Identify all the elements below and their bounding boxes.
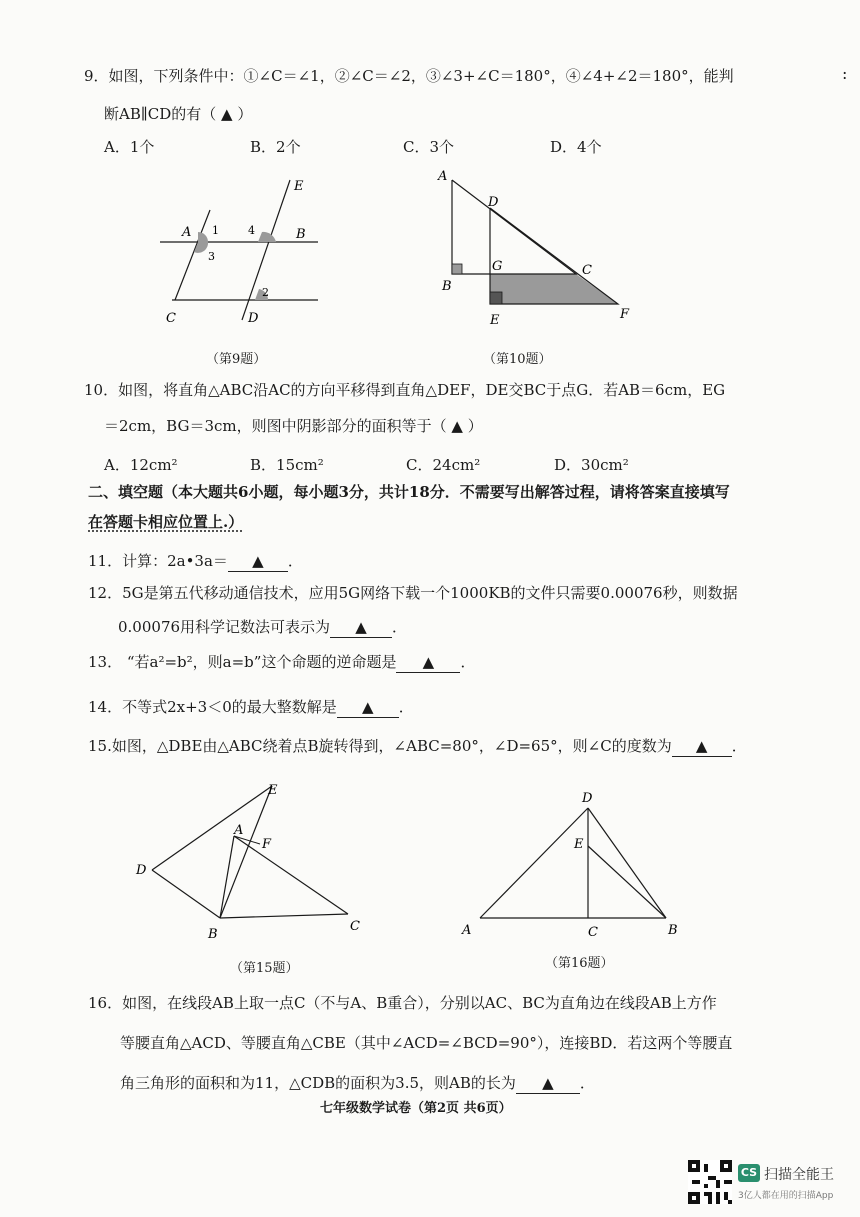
q10-line1: 10．如图，将直角△ABC沿AC的方向平移得到直角△DEF，DE交BC于点G．若AB＝6cm，EG [84,381,726,399]
q15 [88,736,747,757]
q15-label-d: D [136,863,147,878]
q15-text: 15.如图，△DBE由△ABC绕着点B旋转得到，∠ABC=80°，∠D=65°，则∠C的度数为 [88,737,672,755]
q10-label-b: B [442,279,452,294]
q10-option-d: D．30cm² [554,456,629,474]
q10-option-c: C．24cm² [406,456,481,474]
q10-label-c: C [582,263,592,278]
q9-option-d: D．4个 [550,138,602,156]
q9-label-4: 4 [248,224,255,237]
q15-label-e: E [268,783,278,798]
q14-end: ． [398,698,414,716]
q16-text: 角三角形的面积和为11，△CDB的面积为3.5，则AB的长为 [120,1074,516,1092]
q12-line2 [118,617,407,638]
q15-answer-blank: ▲ [672,736,732,757]
q12-line1: 12．5G是第五代移动通信技术，应用5G网络下载一个1000KB的文件只需要0.00076秒，则数据 [88,584,738,602]
q13-end: ． [460,653,476,671]
q15-end: ． [731,737,747,755]
q9-caption: （第9题） [206,352,267,367]
q15-label-a: A [234,823,244,838]
scanner-tagline: 3亿人都在用的扫描App [738,1191,834,1201]
q9-line1: 9．如图，下列条件中：①∠C＝∠1，②∠C＝∠2，③∠3+∠C＝180°，④∠4+∠2＝180°，能判 [84,67,734,85]
scanner-name: 扫描全能王 [764,1167,834,1183]
q10-option-b: B．15cm² [250,456,324,474]
page-footer: 七年级数学试卷（第2页 共6页） [320,1101,512,1116]
q9-label-e: E [294,179,304,194]
q13-answer-blank: ▲ [396,652,460,673]
q15-label-f: F [262,837,272,852]
q9-figure [150,170,340,330]
q9-label-1: 1 [212,224,219,237]
q16-answer-blank: ▲ [516,1073,580,1094]
q14-text: 14．不等式2x+3＜0的最大整数解是 [88,698,337,716]
q15-label-b: B [208,927,218,942]
q15-label-c: C [350,919,360,934]
q9-label-c: C [166,311,176,326]
angle-4-mark [258,232,276,242]
q11 [88,551,303,572]
scanner-logo: CS [738,1164,760,1182]
q9-label-d: D [248,311,259,326]
section-2-title: 二、填空题（本大题共6小题，每小题3分，共计18分．不需要写出解答过程，请将答案直接填写 [88,483,730,501]
q10-label-f: F [620,307,630,322]
q16-label-b: B [668,923,678,938]
q11-text: 11．计算：2a•3a＝ [88,552,228,570]
q9-label-a: A [182,225,192,240]
q16-line3 [120,1073,595,1094]
q16-caption: （第16题） [545,956,614,971]
q15-caption: （第15题） [230,961,299,976]
q9-label-b: B [296,227,306,242]
q16-label-d: D [582,791,593,806]
q10-line2: ＝2cm，BG＝3cm，则图中阴影部分的面积等于（ ▲ ） [104,417,483,435]
q16-label-a: A [462,923,472,938]
q16-label-e: E [574,837,584,852]
q9-option-b: B．2个 [250,138,301,156]
q16-line1: 16．如图，在线段AB上取一点C（不与A、B重合），分别以AC、BC为直角边在线段AB上方作 [88,994,717,1012]
q16-end: ． [579,1074,595,1092]
q10-label-a: A [438,169,448,184]
margin-mark: : [842,64,848,83]
q15-figure [130,776,370,946]
q9-option-a: A．1个 [104,138,155,156]
q10-label-e: E [490,313,500,328]
q16-figure [456,784,696,944]
q9-option-c: C．3个 [403,138,455,156]
q10-label-g: G [492,259,503,274]
q16-line2: 等腰直角△ACD、等腰直角△CBE（其中∠ACD=∠BCD=90°），连接BD．若这两个等腰直 [120,1034,733,1052]
q16-label-c: C [588,925,598,940]
q10-figure [436,168,636,328]
angle-1-mark [198,232,208,242]
q14 [88,697,414,718]
angle-3-mark [194,242,208,253]
q9-label-3: 3 [208,250,215,263]
q11-end: ． [287,552,303,570]
scanner-watermark [688,1160,860,1210]
qr-code-icon [688,1160,732,1204]
q10-label-d: D [488,195,499,210]
q13-text: 13． “若a²=b²，则a=b”这个命题的逆命题是 [88,653,397,671]
q11-answer-blank: ▲ [228,551,288,572]
q12-text: 0.00076用科学记数法可表示为 [118,618,331,636]
q10-caption: （第10题） [483,352,552,367]
q9-line2: 断AB∥CD的有（ ▲ ） [104,105,253,123]
q10-option-a: A．12cm² [104,456,178,474]
q14-answer-blank: ▲ [337,697,399,718]
section-2-title-cont: 在答题卡相应位置上.） [88,513,244,531]
q9-label-2: 2 [262,286,269,299]
q13 [88,652,475,673]
q12-end: ． [392,618,408,636]
q12-answer-blank: ▲ [330,617,392,638]
